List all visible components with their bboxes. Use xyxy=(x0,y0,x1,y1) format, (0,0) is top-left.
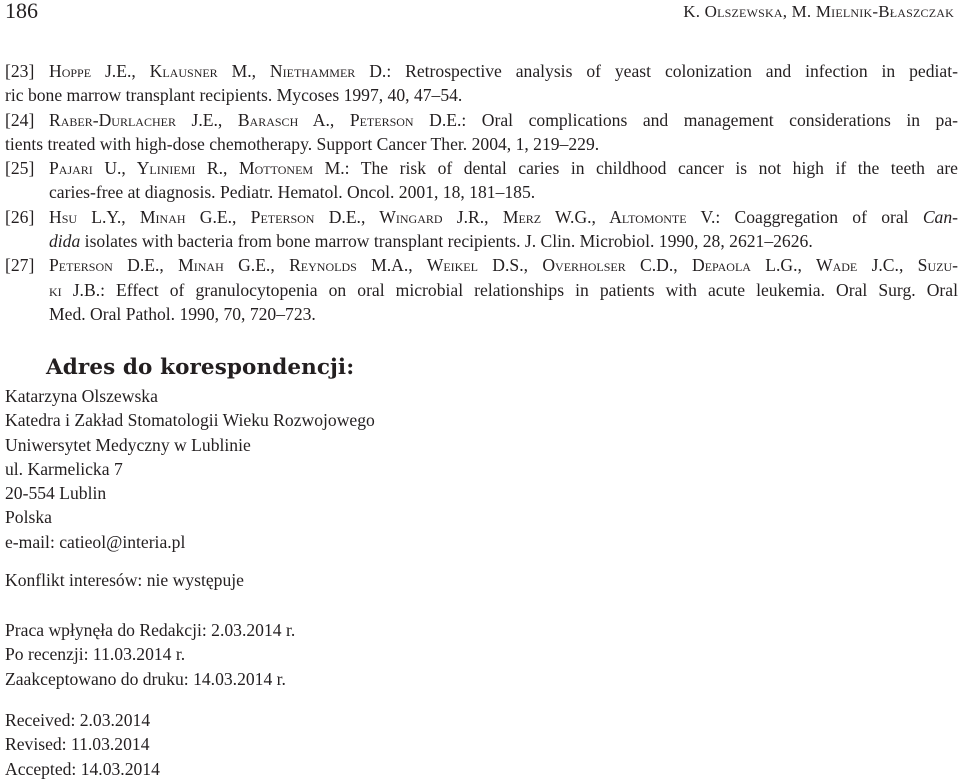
reference-number: [24] xyxy=(5,109,35,130)
address-email: e-mail: catieol@interia.pl xyxy=(5,531,186,552)
reference-text: : Effect of granulocytopenia on oral microbial relationships in patients with acute leukemia. Oral Surg. Oral xyxy=(100,279,958,300)
reference-line xyxy=(49,180,958,204)
reference-text: : Oral complications and management considerations in pa- xyxy=(461,109,958,130)
reference-italic-term: dida xyxy=(49,231,81,252)
reference-line xyxy=(49,278,958,302)
date-revised-en: Revised: 11.03.2014 xyxy=(5,734,150,755)
reference-number: [27] xyxy=(5,255,35,276)
reference-text: Med. Oral Pathol. 1990, 70, 720–723. xyxy=(49,303,316,324)
reference-text: tients treated with high-dose chemotherapy. Support Cancer Ther. 2004, 1, 219–229. xyxy=(5,133,600,154)
reference-text: ric bone marrow transplant recipients. Mycoses 1997, 40, 47–54. xyxy=(5,85,463,106)
reference-line xyxy=(49,205,958,229)
address-department: Katedra i Zakład Stomatologii Wieku Rozwojowego xyxy=(5,410,375,431)
reference-authors: ki J.B. xyxy=(49,279,101,300)
reference-authors: Peterson D.E., Minah G.E., Reynolds M.A., Weikel D.S., Overholser C.D., Depaola L.G., Wade J.C., Suzu- xyxy=(49,255,958,276)
reference-item xyxy=(5,108,958,157)
address-university: Uniwersytet Medyczny w Lublinie xyxy=(5,434,251,455)
reference-text: : Retrospective analysis of yeast colonization and infection in pediat- xyxy=(386,61,958,81)
date-revised-pl: Po recenzji: 11.03.2014 r. xyxy=(5,644,186,665)
address-name: Katarzyna Olszewska xyxy=(5,386,158,406)
reference-authors: Pajari U., Yliniemi R., Mottonem M. xyxy=(49,158,345,179)
date-accepted-pl: Zaakceptowano do druku: 14.03.2014 r. xyxy=(5,668,286,689)
dates-english xyxy=(5,708,160,781)
reference-text: : The risk of dental caries in childhood cancer is not high if the teeth are xyxy=(344,158,958,179)
reference-italic-term: Can- xyxy=(922,206,958,227)
reference-number: [26] xyxy=(5,206,35,227)
reference-text: isolates with bacteria from bone marrow transplant recipients. J. Clin. Microbiol. 1990, 28, 2621–2626. xyxy=(80,231,813,252)
reference-line xyxy=(49,302,958,326)
reference-item xyxy=(5,59,958,108)
reference-item xyxy=(5,205,958,254)
reference-line xyxy=(5,132,914,156)
date-received-pl: Praca wpłynęła do Redakcji: 2.03.2014 r. xyxy=(5,620,296,640)
reference-line xyxy=(49,229,958,253)
page-number: 186 xyxy=(5,0,38,23)
reference-text: : Coaggregation of oral xyxy=(715,206,923,227)
reference-number: [23] xyxy=(5,61,35,81)
reference-line xyxy=(49,156,958,180)
address-country: Polska xyxy=(5,507,52,528)
reference-item xyxy=(5,253,958,326)
date-received-en: Received: 2.03.2014 xyxy=(5,710,151,730)
running-header: K. Olszewska, M. Mielnik-Błaszczak xyxy=(683,2,954,21)
reference-authors: Hoppe J.E., Klausner M., Niethammer D. xyxy=(49,61,387,81)
correspondence-address xyxy=(5,384,375,554)
address-street: ul. Karmelicka 7 xyxy=(5,458,123,479)
reference-authors: Raber-Durlacher J.E., Barasch A., Peterson D.E. xyxy=(49,109,462,130)
reference-item xyxy=(5,156,958,205)
reference-list xyxy=(5,59,958,326)
reference-authors: Hsu L.Y., Minah G.E., Peterson D.E., Wingard J.R., Merz W.G., Altomonte V. xyxy=(49,206,716,227)
dates-polish xyxy=(5,618,295,691)
date-accepted-en: Accepted: 14.03.2014 xyxy=(5,758,160,779)
reference-line xyxy=(49,59,958,83)
conflict-statement: Konflikt interesów: nie występuje xyxy=(5,570,244,590)
reference-line xyxy=(5,83,914,107)
conflict-of-interest xyxy=(5,568,244,592)
reference-number: [25] xyxy=(5,158,35,179)
correspondence-heading: Adres do korespondencji: xyxy=(46,355,355,380)
reference-line xyxy=(49,108,958,132)
reference-line xyxy=(49,253,958,277)
reference-text: caries-free at diagnosis. Pediatr. Hematol. Oncol. 2001, 18, 181–185. xyxy=(49,182,536,203)
address-city: 20-554 Lublin xyxy=(5,483,107,504)
